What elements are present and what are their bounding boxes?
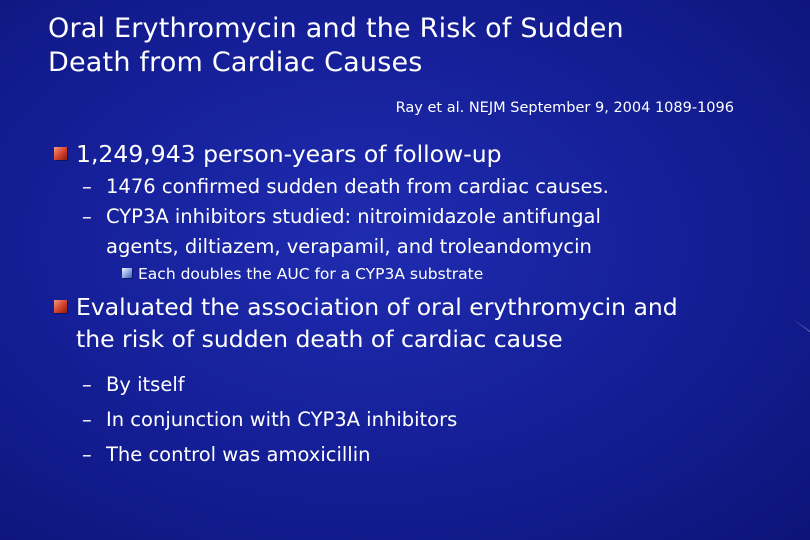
slide-content — [48, 138, 788, 472]
sub-bullet-text: The control was amoxicillin — [106, 443, 371, 466]
red-square-bullet-icon — [54, 300, 67, 313]
blue-square-bullet-icon — [122, 268, 132, 278]
sub-bullet-text-line-2: agents, diltiazem, verapamil, and troleandomycin — [106, 235, 592, 258]
sub-bullet-conjunction — [48, 402, 788, 437]
dash-marker: – — [82, 373, 92, 396]
title-line-1: Oral Erythromycin and the Risk of Sudden — [48, 13, 624, 44]
title-line-2: Death from Cardiac Causes — [48, 47, 423, 78]
bullet-association — [48, 291, 788, 355]
bullet-follow-up — [48, 138, 788, 170]
bullet-text-line-1: Evaluated the association of oral erythromycin and — [76, 293, 678, 321]
bullet-text: 1,249,943 person-years of follow-up — [76, 140, 502, 168]
sub-bullet-confirmed-deaths — [48, 172, 788, 202]
sub-sub-bullet-text: Each doubles the AUC for a CYP3A substrate — [138, 265, 484, 283]
sub-bullet-control — [48, 437, 788, 472]
dash-marker: – — [82, 175, 92, 198]
sub-sub-bullet-auc — [48, 263, 788, 285]
sub-bullet-by-itself — [48, 367, 788, 402]
dash-marker: – — [82, 205, 92, 228]
sub-bullet-text-line-1: CYP3A inhibitors studied: nitroimidazole antifungal — [106, 205, 601, 228]
slide-title — [48, 12, 768, 80]
sub-bullet-text: 1476 confirmed sudden death from cardiac causes. — [106, 175, 609, 198]
citation: Ray et al. NEJM September 9, 2004 1089-1096 — [395, 100, 734, 116]
dash-marker: – — [82, 443, 92, 466]
dash-marker: – — [82, 408, 92, 431]
sub-bullet-text: By itself — [106, 373, 185, 396]
bullet-text-line-2: the risk of sudden death of cardiac cause — [76, 325, 563, 353]
sub-bullet-inhibitors — [48, 202, 788, 262]
decorative-line — [792, 318, 810, 342]
red-square-bullet-icon — [54, 147, 67, 160]
sub-bullet-text: In conjunction with CYP3A inhibitors — [106, 408, 458, 431]
